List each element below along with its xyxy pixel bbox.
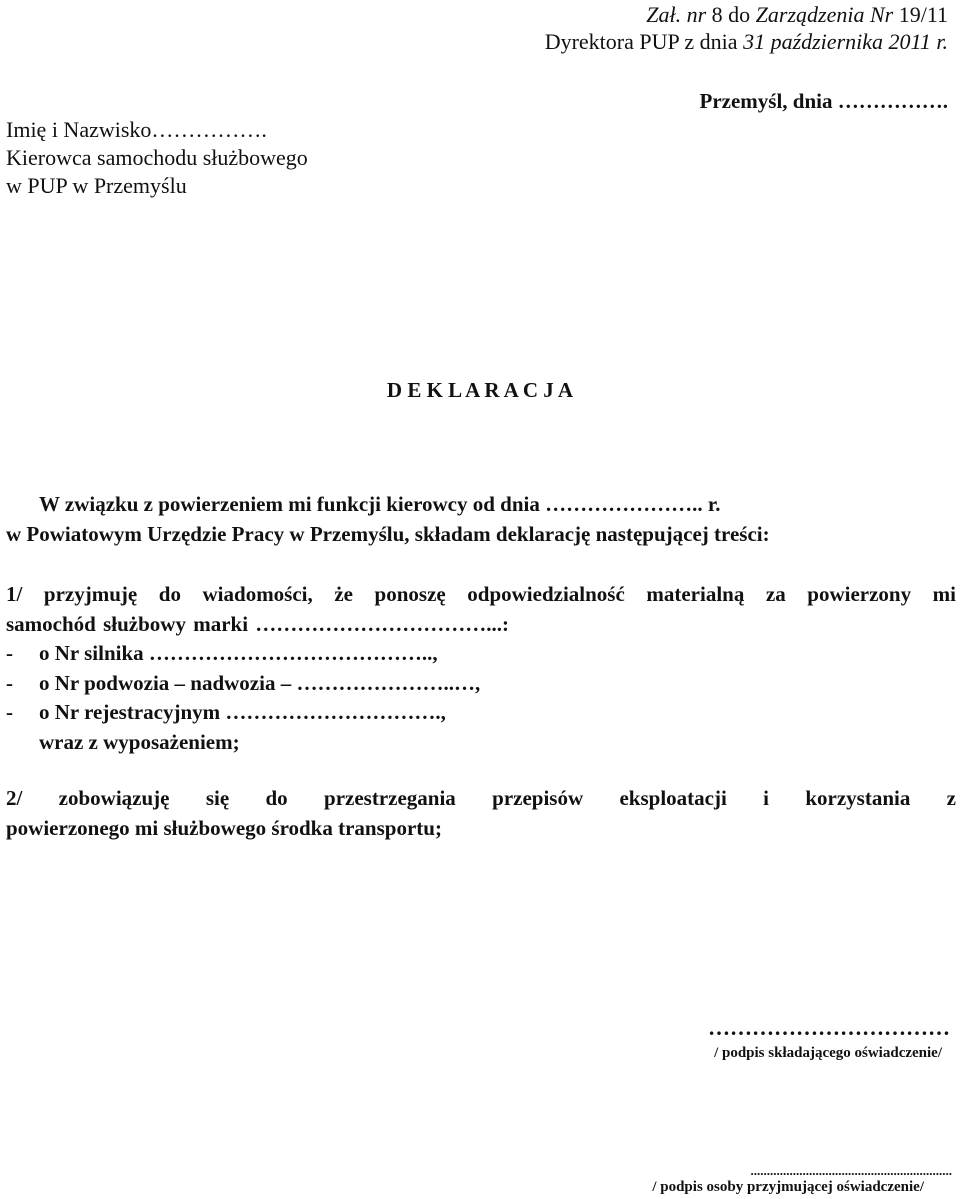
point-2-line-2: powierzonego mi służbowego środka transportu; xyxy=(6,815,442,840)
signature-line-receiver: .............................................................. xyxy=(750,1163,952,1178)
intro-line-1: W związku z powierzeniem mi funkcji kierowcy od dnia ………………….. r. xyxy=(39,492,721,516)
point-1-line-1: 1/ przyjmuję do wiadomości, że ponoszę odpowiedzialność materialną za powierzony mi xyxy=(6,582,956,606)
signature-line-declarant: …………………………… xyxy=(708,1015,950,1040)
list-item: - o Nr silnika ………………………………….., xyxy=(6,641,438,665)
point-2-line-1: 2/ zobowiązuję się do przestrzegania przepisów eksploatacji i korzystania z xyxy=(6,786,956,810)
point-1 xyxy=(6,580,956,757)
attachment-label: Zał. nr xyxy=(646,2,707,27)
place-date: Przemyśl, dnia ……………. xyxy=(699,89,948,113)
signature-label-receiver: / podpis osoby przyjmującej oświadczenie/ xyxy=(652,1179,924,1195)
director-text: Dyrektora PUP z dnia xyxy=(544,29,744,54)
point-1-closing: wraz z wyposażeniem; xyxy=(39,729,240,754)
intro-line-2: w Powiatowym Urzędzie Pracy w Przemyślu, składam deklarację następującej treści: xyxy=(6,521,770,546)
signature-label-declarant: / podpis składającego oświadczenie/ xyxy=(714,1045,942,1061)
point-1-line-2: samochód służbowy marki ……………………………...: xyxy=(6,611,510,636)
document-title: D E K L A R A C J A xyxy=(386,378,574,402)
order-label: Zarządzenia Nr xyxy=(755,2,894,27)
attachment-reference-line2 xyxy=(545,29,948,55)
order-number: 19/11 xyxy=(893,2,948,27)
intro-paragraph xyxy=(6,490,956,549)
list-item: - o Nr rejestracyjnym …………………………., xyxy=(6,700,446,724)
list-item: - o Nr podwozia – nadwozia – …………………..…, xyxy=(6,670,481,695)
order-date: 31 października 2011 r. xyxy=(743,29,948,54)
attachment-reference-line1 xyxy=(646,2,948,28)
name-line: Imię i Nazwisko……………. xyxy=(6,117,267,142)
attachment-number: 8 do xyxy=(706,2,756,27)
point-2 xyxy=(6,784,956,843)
role-line-1: Kierowca samochodu służbowego xyxy=(6,145,308,170)
role-line-2: w PUP w Przemyślu xyxy=(6,173,187,198)
